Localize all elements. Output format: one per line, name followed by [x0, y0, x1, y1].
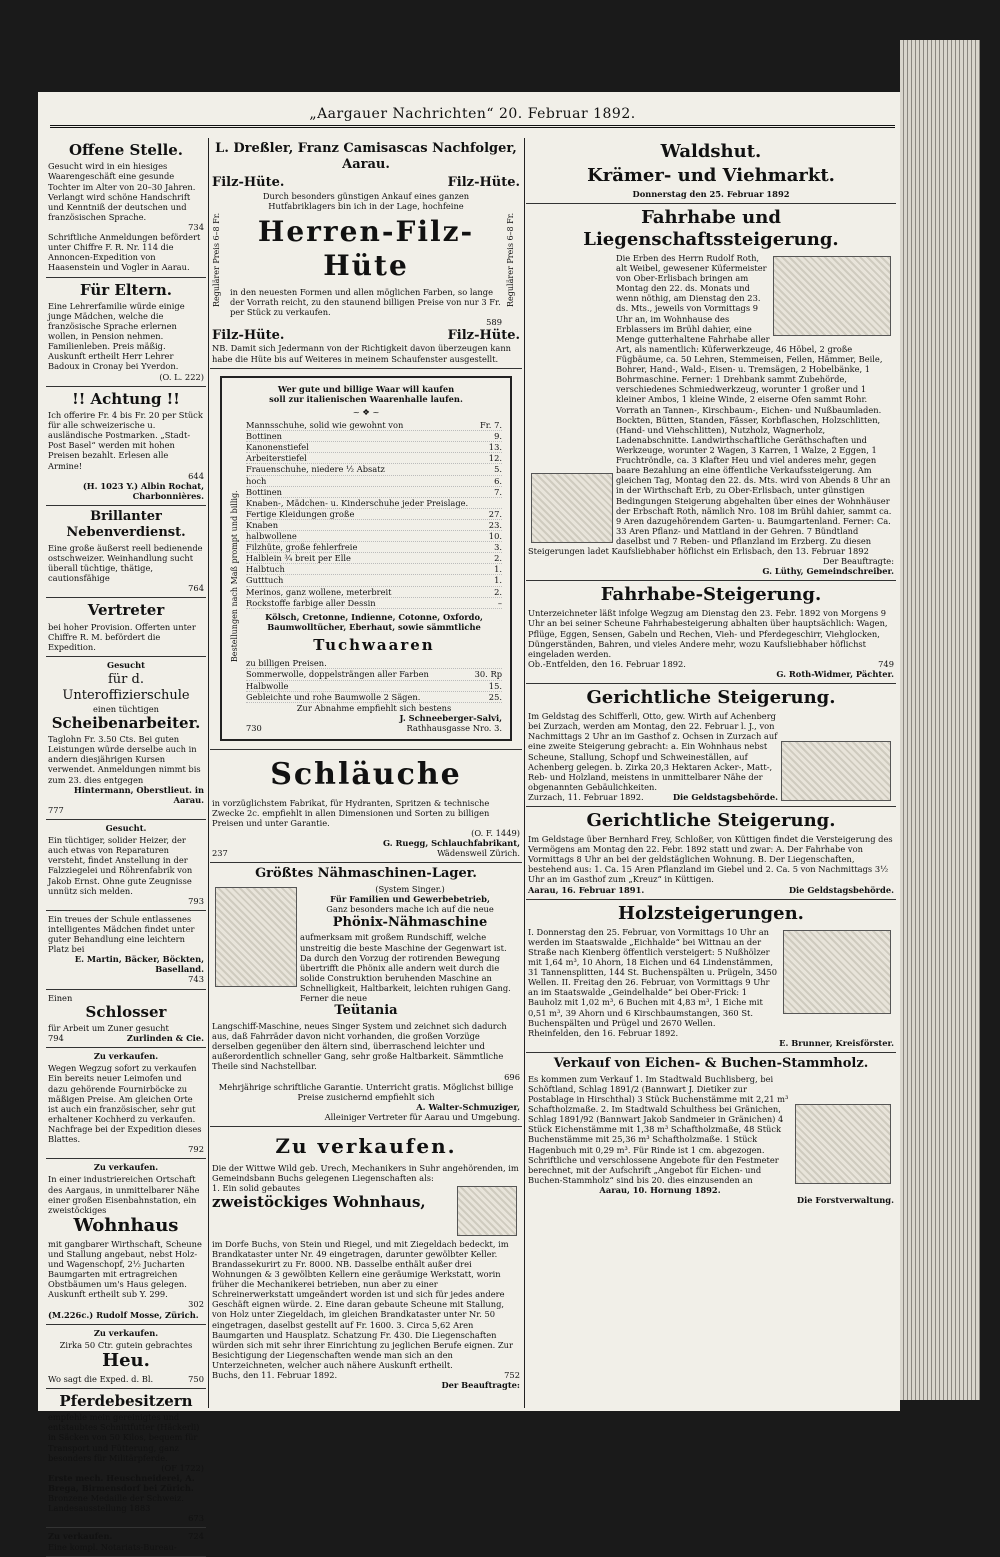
ad-title: Zu verkaufen.: [93, 1162, 159, 1173]
ad-gerichtliche-steigerung-1: [526, 684, 896, 807]
item-label: Bottinen: [246, 431, 283, 442]
ad-note: NB. Damit sich Jedermann von der Richtigkeit davon überzeugen kann habe die Hüte bis auf Weiteres in meinem Schaufenster ausgestellt.: [212, 343, 512, 364]
item-price: 5.: [494, 464, 502, 475]
ad-number: 730: [246, 722, 262, 733]
ad-guarantee: Mehrjährige schriftliche Garantie. Unterricht gratis. Möglichst billige Preise zusichernd empfiehlt sich: [218, 1081, 514, 1102]
ad-headline: Schläuche: [270, 757, 462, 793]
ad-number: 749: [878, 658, 894, 669]
ad-waarenhalle: [210, 369, 522, 750]
ad-nebenverdienst: [46, 506, 206, 598]
ad-extra: Wo sagt die Exped. d. Bl.: [48, 1373, 154, 1384]
item-label: hoch: [246, 475, 267, 486]
ad-body: Eine Lehrerfamilie würde einige junge Mädchen, welche die französische Sprache erlernen wollen, in Pension nehmen. Familienleben. Preis mäßig. Auskunft ertheilt Herr Lehrer Badoux in Cronay bei Yverdon.: [48, 300, 185, 372]
price-list: [246, 420, 502, 609]
item-price: 1.: [494, 564, 502, 575]
item-price: 2.: [494, 553, 502, 564]
price-row: [246, 531, 502, 542]
firm-name: Die Forstverwaltung.: [796, 1195, 894, 1206]
ad-body: Zirka 50 Ctr. gutein gebrachtes: [59, 1339, 193, 1350]
firm-name: J. Schneeberger-Salvi,: [399, 712, 502, 723]
ad-title: Zu verkaufen.: [93, 1327, 159, 1338]
price-row: [246, 553, 502, 564]
item-label: Frauenschuhe, niedere ½ Absatz: [246, 464, 385, 475]
item-label: Filzhüte, große fehlerfreie: [246, 542, 358, 553]
ad-fahrhabe-steigerung: [526, 581, 896, 684]
ad-notariat: [46, 1528, 206, 1556]
ad-extra: Hintermann, Oberstlieut. in Aarau.: [73, 784, 204, 805]
ad-body: Durch besonders günstigen Ankauf eines ganzen Hutfabriklagers bin ich in der Lage, hochfeine: [262, 190, 470, 211]
ad-filzhuete: [210, 138, 522, 369]
item-price: 3.: [494, 542, 502, 553]
ad-stammholz: [526, 1053, 896, 1209]
ad-maedchen: [46, 911, 206, 990]
ad-number: 724: [188, 1531, 204, 1542]
ad-title: !! Achtung !!: [72, 389, 180, 408]
ad-headline: Scheibenarbeiter.: [51, 713, 201, 732]
ad-body: Unterzeichneter läßt infolge Wegzug am Dienstag den 23. Febr. 1892 von Morgens 9 Uhr an bei seiner Scheune Fahrhabesteigerung abhalten über hauptsächlich: Wagen, Pflüge, Eggen, Sensen, Gabeln und Rechen, Vieh- und Pferdegeschirr, Viehglocken, Düngerständen, Bahren, und vieles Andere mehr, wozu Kaufsliebhaber höflichst eingeladen werden.: [528, 608, 888, 659]
ad-subtitle: für d. Unteroffizierschule: [62, 671, 190, 703]
ad-date: Donnerstag den 25. Februar 1892: [632, 188, 790, 199]
ad-number: 743: [188, 974, 204, 985]
price-row: [246, 681, 502, 692]
woodcutters-illustration: [783, 930, 891, 1014]
house-illustration: [457, 1186, 517, 1236]
ad-heizer: [46, 820, 206, 911]
item-price: Fr. 7.: [479, 419, 502, 430]
ad-extra: (H. 1023 Y.) Albin Rochat, Charbonnières.: [82, 480, 204, 501]
ad-extra: Bronzene Medaille der Schweiz. Landesausstellung 1883: [48, 1493, 184, 1514]
ad-markt: [526, 138, 896, 204]
item-label: Bottinen: [246, 486, 283, 497]
ad-number: 777: [48, 804, 64, 815]
ad-body: im Dorfe Buchs, von Stein und Riegel, und mit Ziegeldach bedeckt, im Brandkataster unter Nr. 49 eingetragen, darunter gewölbter Keller. Brandassekurirt zu Fr. 8000. NB. Dasselbe enthält außer drei Wohnungen & 3 gewölbten Kellern eine geräumige Werkstatt, worin früher die Mechanikerei betrieben, nun aber zu einer Schreinerwerkstatt umgeändert worden ist und sich für jedes andere Geschäft eignen würde. 2. Eine daran gebaute Scheune mit Stallung, von Holz unter Ziegeldach, im gleichen Brandkataster unter Nr. 50 eingetragen, daselbst gestellt auf Fr. 1600. 3. Circa 5,62 Aren Baumgarten und Hausplatz. Schatzung Fr. 430. Die Liegenschaften würden sich mit sehr ihrer Einrichtung zu jeglichen Berufe eignen. Zur Besichtigung der Liegenschaften wende man sich an den Unterzeichneten, welcher auch nähere Auskunft ertheilt.: [212, 1238, 513, 1371]
ad-scheibenarbeiter: [46, 657, 206, 820]
ad-line: 1. Ein solid gebautes: [212, 1182, 301, 1193]
ad-extra: E. Martin, Bäcker, Böckten, Baselland.: [74, 954, 204, 975]
ad-signature: Der Beauftragte:: [441, 1380, 520, 1391]
item-label: Gebleichte und rohe Baumwolle 2 Sägen.: [246, 691, 421, 702]
ad-body: in vorzüglichstem Fabrikat, für Hydranten, Spritzen & technische Zwecke 2c. empfiehlt in allen Dimensionen und Sorten zu billigen Preisen und unter Garantie.: [212, 797, 490, 828]
ad-line: Für Familien und Gewerbebetrieb,: [330, 894, 490, 905]
item-label: Sommerwolle, doppelsträngen aller Farben: [246, 669, 429, 680]
ad-body: empfehle mein gereinigtes und entstaubtes Schnittfutter (Häckerli) in Säcken von 50 Kilos, bequem für Transport und Fütterung, ganz besonders für Militärpferde.: [48, 1412, 200, 1463]
price-row: [246, 442, 502, 453]
ad-number: (OF 1722): [161, 1462, 204, 1473]
ad-line: Ganz besonders mache ich auf die neue: [326, 904, 494, 915]
item-price: 9.: [494, 431, 502, 442]
ad-number: 589: [486, 317, 502, 328]
ad-body: Im Geldstag des Schifferli, Otto, gew. Wirth auf Achenberg bei Zurzach, werden am Montag, den 22. Februar l. J., von Nachmittags 2 Uhr an im Gasthof z. Ochsen in Zurzach auf eine zweite Steigerung gebracht: a. Ein Wohnhaus nebst Scheune, Stallung, Schopf und Schweineställen, auf Achenberg gelegen. b. Zirka 20,3 Hektaren Acker-, Matt-, Reb- und Holzland, meistens in unmittelbarer Nähe der obgenannten Gebäulichkeiten.: [528, 711, 778, 792]
firm-name: Die Geldstagsbehörde.: [672, 791, 778, 802]
ad-headline: zweistöckiges Wohnhaus,: [212, 1192, 426, 1211]
ad-number: 734: [188, 221, 204, 232]
ad-body: bei hoher Provision. Offerten unter Chiffre R. M. befördert die Expedition.: [48, 621, 196, 652]
ad-title: L. Dreßler, Franz Camisascas Nachfolger, Aarau.: [215, 141, 517, 172]
header-rule: [50, 125, 895, 128]
side-label: Bestellungen nach Maß prompt und billig.: [230, 490, 239, 663]
item-price: 23.: [488, 519, 502, 530]
price-row: [246, 520, 502, 531]
item-price: 27.: [488, 508, 502, 519]
firm-address: Wädensweil Zürich.: [437, 848, 520, 859]
ad-headline: Fahrhabe-Steigerung.: [600, 584, 822, 606]
ad-number: 673: [188, 1513, 204, 1524]
ad-number: 237: [212, 848, 228, 859]
ad-number: 644: [188, 470, 204, 481]
side-price-label: Regulärer Preis 6–8 Fr.: [506, 211, 515, 307]
ad-signature: Der Beauftragte:: [822, 556, 894, 567]
ad-headline: Wohnhaus: [73, 1214, 179, 1236]
ad-pre: Einen: [48, 992, 73, 1003]
ad-title: Brillanter Nebenverdienst.: [66, 508, 186, 540]
ad-number: 752: [504, 1370, 520, 1381]
farmhouse-illustration: [781, 741, 891, 801]
ad-body: Langschiff-Maschine, neues Singer System und zeichnet sich dadurch aus, daß Fahrräder davon nicht vorhanden, die großen Vorzüge derselben gegenüber den ältern sind, überraschend leichter und außerordentlich schneller Gang, sehr große Haltbarkeit. Sämmtliche Theile sind Nachstellbar.: [212, 1021, 507, 1072]
price-row: [246, 509, 502, 520]
price-list: [246, 658, 502, 702]
ad-intro: soll zur italienischen Waarenhalle laufen.: [269, 393, 463, 404]
ad-number: 750: [188, 1373, 204, 1384]
item-price: 6.: [494, 475, 502, 486]
item-price: 7.: [494, 486, 502, 497]
ad-wohnhaus: [46, 1159, 206, 1324]
ad-extra: Erste mech. Heuschneiderei, A. Brega, Birmensdorf bei Zürich.: [48, 1472, 195, 1494]
ad-body: in den neuesten Formen und allen möglichen Farben, so lange der Vorrath reicht, zu den staunend billigen Preise von nur 3 Fr. per Stück zu verkaufen.: [230, 287, 501, 318]
ad-naehmaschinen: [210, 863, 522, 1127]
ad-schlosser: [46, 990, 206, 1049]
ad-title: Pferdebesitzern: [59, 1391, 193, 1410]
ad-title: Gesucht.: [105, 822, 147, 833]
ad-body: Ich offerire Fr. 4 bis Fr. 20 per Stück für alle schweizerische u. ausländische Postmarken. „Stadt-Post Basel“ werden mit hohen Preisen bezahlt. Erlesen alle Armine!: [48, 409, 203, 471]
ad-title: Zu verkaufen.: [93, 1051, 159, 1062]
ad-headline: Gerichtliche Steigerung.: [586, 687, 836, 709]
ad-subtitle: (System Singer.): [375, 884, 445, 895]
ad-wohnhaus-buchs: [210, 1127, 522, 1394]
item-price: 10.: [488, 531, 502, 542]
item-label: zu billigen Preisen.: [246, 658, 327, 669]
ad-body: I. Donnerstag den 25. Februar, von Vormittags 10 Uhr an werden im Staatswalde „Eichhalde“ bei Wittnau an der Straße nach Kienberg öffentlich versteigert: 5 Nußhölzer mit 1,64 m³, 10 Ahorn, 18 Eichen und 64 Lindenstämmen, 31 Tannensplitten, 144 St. Buchenspälten u. Prügeln, 3450 Wellen. II. Freitag den 26. Februar, von Vormittags 9 Uhr an im Staatswalde „Geindelhalde“ bei Ober-Frick: 1 Bauholz mit 1,02 m³, 6 Buchen mit 4,83 m³, 1 Eiche mit 0,51 m³, 39 Ahorn und 6 Kirschbaumstangen, 360 St. Buchenspälten und Prügel und 2670 Wellen.: [528, 926, 778, 1028]
fabric-list: Kölsch, Cretonne, Indienne, Cotonne, Oxfordo, Baumwolltücher, Eberhaut, sowie sämmtliche: [265, 611, 483, 632]
ad-title: Waldshut.: [660, 141, 762, 162]
price-row: [246, 487, 502, 498]
ad-gerichtliche-steigerung-2: [526, 807, 896, 900]
item-price: 30. Rp: [474, 669, 502, 680]
firm-name: A. Walter-Schmuziger,: [416, 1101, 520, 1112]
item-label: Merinos, ganz wollene, meterbreit: [246, 586, 392, 597]
ad-headline: Fahrhabe und Liegenschaftssteigerung.: [583, 207, 839, 250]
book-page-edges: [900, 40, 980, 1400]
ad-body: mit gangbarer Wirthschaft, Scheune und Stallung angebaut, nebst Holz- und Wagenschopf, 2½ Jucharten Baumgarten mit ertragreichen Obstbäumen um's Haus gelegen. Auskunft ertheilt sub Y. 299.: [48, 1238, 202, 1300]
ad-headline: Größtes Nähmaschinen-Lager.: [255, 866, 477, 882]
newspaper-page: [38, 92, 900, 1552]
item-label: Kanonenstiefel: [246, 442, 309, 453]
firm-name: E. Brunner, Kreisförster.: [779, 1037, 894, 1048]
item-label: Halblein ¾ breit per Elle: [246, 553, 351, 564]
ad-body: Eine große äußerst reell bedienende ostschweizer. Weinhandlung sucht überall tüchtige, thätige, cautionsfähige: [48, 542, 203, 583]
ad-subtitle: einen tüchtigen: [92, 703, 160, 714]
ad-title: Gesucht: [107, 659, 145, 670]
ad-date: Aarau, 10. Hornung 1892.: [599, 1185, 721, 1196]
ad-body: aufmerksam mit großem Rundschiff, welche unstreitig die beste Maschine der Gegenwart ist. Da durch den Vorzug der rotirenden Bewegung übertrifft die Phönix alle andern weit durch die solide Construktion beruhenden Maschine an Schnelligkeit, Haltbarkeit, leichten ruhigen Gang. Ferner die neue: [300, 932, 511, 1004]
price-row: [246, 587, 502, 598]
ad-number: (O. L. 222): [159, 371, 204, 382]
ad-leimofen: [46, 1048, 206, 1159]
ad-number: 302: [188, 1299, 204, 1310]
ad-offene-stelle: [46, 138, 206, 278]
firm-address: Alleiniger Vertreter für Aarau und Umgebung.: [324, 1112, 520, 1122]
item-label: Gutttuch: [246, 575, 284, 586]
ad-schlaeuche: [210, 750, 522, 863]
tools-illustration: [773, 256, 891, 336]
item-price: 12.: [488, 453, 502, 464]
item-price: 2.: [494, 586, 502, 597]
ad-date: Zurzach, 11. Februar 1892.: [528, 791, 644, 802]
price-row: [246, 564, 502, 575]
item-label: Knaben-, Mädchen- u. Kinderschuhe jeder Preislage.: [246, 497, 469, 508]
item-price: 15.: [488, 680, 502, 691]
column-divider: [208, 138, 209, 1408]
item-label: Rockstoffe farbige aller Dessin: [246, 597, 376, 608]
firm-name: G. Lüthy, Gemeindschreiber.: [762, 566, 894, 577]
item-price: 25.: [488, 691, 502, 702]
firm-name: G. Roth-Widmer, Pächter.: [776, 669, 894, 680]
ad-vertreter: [46, 598, 206, 657]
ad-fuer-eltern: [46, 278, 206, 387]
ad-title: Offene Stelle.: [68, 141, 184, 159]
price-row: [246, 498, 502, 509]
ad-body: für Arbeit um Zuner gesucht: [48, 1023, 169, 1033]
ad-headline: Herren-Filz-Hüte: [257, 214, 475, 282]
item-label: halbwollene: [246, 531, 297, 542]
house-illustration: [531, 473, 613, 543]
ad-date: Rheinfelden, den 16. Februar 1892.: [528, 1027, 679, 1038]
ad-number: 792: [188, 1144, 204, 1155]
ad-body: Gesucht wird in ein hiesiges Waarengeschäft eine gesunde Tochter im Alter von 20–30 Jahren. Verlangt wird schöne Handschrift und Kenntniß der deutschen und französischen Sprache.: [48, 161, 196, 222]
ad-title: Schlosser: [85, 1002, 167, 1021]
price-row: [246, 464, 502, 475]
ad-headline: Heu.: [102, 1349, 150, 1371]
ad-pferdebesitzern: [46, 1389, 206, 1529]
ad-date: Aarau, 16. Februar 1891.: [528, 884, 645, 895]
ad-body: Wegen Wegzug sofort zu verkaufen Ein bereits neuer Leimofen und dazu gehörende Fournirböcke zu mäßigen Preise. Am gleichen Orte ist auch ein französischer, sehr gut erhaltener Kochherd zu verkaufen. Nachfrage bei der Expedition dieses Blattes.: [48, 1063, 202, 1145]
item-label: Fertige Kleidungen große: [246, 508, 355, 519]
item-label: Knaben: [246, 519, 279, 530]
ad-headline: Tuchwaaren: [313, 636, 435, 655]
item-label: Mannsschuhe, solid wie gewohnt von: [246, 419, 404, 430]
price-row: [246, 575, 502, 586]
ad-ref: (O. F. 1449): [471, 828, 520, 839]
ad-extra: Schriftliche Anmeldungen befördert unter Chiffre F. R. Nr. 114 die Annoncen-Expedition von Haasenstein und Vogler in Aarau.: [48, 232, 201, 273]
ad-closing: Zur Abnahme empfiehlt sich bestens: [296, 702, 452, 713]
firm-name: G. Ruegg, Schlauchfabrikant,: [382, 838, 520, 849]
ad-number: 696: [504, 1071, 520, 1082]
ad-label: Filz-Hüte.: [212, 174, 285, 190]
ad-headline: Holzsteigerungen.: [618, 902, 804, 924]
ad-extra: (M.226c.) Rudolf Mosse, Zürich.: [48, 1309, 199, 1320]
ad-body: Im Geldstage über Bernhard Frey, Schloßer, von Küttigen findet die Versteigerung des Vermögens am Montag den 22. Febr. 1892 statt und zwar: A. Der Fahrhabe von Vormittags 8 Uhr an bei der geldstäglichen Wohnung. B. Der Liegenschaften, bestehend aus: 1. Ca. 15 Aren Pflanzland im Giebel und 2. Ca. 5 von Nachmittags 3½ Uhr an im Gasthof zum „Kreuz“ in Küttigen.: [528, 834, 893, 885]
price-row: [246, 669, 502, 680]
item-label: Halbtuch: [246, 564, 285, 575]
firm-name: Die Geldstagsbehörde.: [788, 884, 894, 895]
ad-headline: Gerichtliche Steigerung.: [586, 810, 836, 832]
ad-label: Filz-Hüte.: [447, 327, 520, 343]
ad-body: Ein tüchtiger, solider Heizer, der auch etwas von Reparaturen versteht, findet Anstellung in der Falzziegelei und Röhrenfabrik von Jakob Ernst. Ohne gute Zeugnisse unnütz sich melden.: [48, 835, 193, 896]
item-label: Halbwolle: [246, 680, 289, 691]
ad-label: Filz-Hüte.: [212, 327, 285, 343]
ad-title: Für Eltern.: [79, 280, 173, 299]
price-row: [246, 420, 502, 431]
ad-extra: Zurlinden & Cie.: [126, 1033, 204, 1044]
item-price: 1.: [494, 575, 502, 586]
price-row: [246, 453, 502, 464]
column-middle: [210, 138, 522, 1408]
item-price: –: [497, 597, 502, 608]
ad-body: Die der Wittwe Wild geb. Urech, Mechanikers in Suhr angehörenden, im Gemeindsbann Buchs gelegenen Liegenschaften als:: [212, 1162, 519, 1183]
ad-intro: Wer gute und billige Waar will kaufen: [277, 383, 455, 394]
column-divider: [524, 138, 525, 1408]
ad-body: Eine kompl. Notariats-Bureau-: [48, 1541, 177, 1552]
ad-number: 794: [48, 1033, 64, 1044]
firm-address: Rathhausgasse Nro. 3.: [406, 722, 502, 733]
ad-frame: [220, 376, 512, 741]
ornament: ~ ❖ ~: [352, 406, 380, 417]
ad-number: 793: [188, 895, 204, 906]
item-price: 13.: [488, 442, 502, 453]
ad-fahrhabe-liegenschaft: [526, 204, 896, 581]
side-price-label: Regulärer Preis 6–8 Fr.: [212, 211, 221, 307]
ad-number: 764: [188, 583, 204, 594]
price-row: [246, 431, 502, 442]
ad-label: Filz-Hüte.: [447, 174, 520, 190]
ad-body: In einer industriereichen Ortschaft des Aargaus, in unmittelbarer Nähe einer großen Eisenbahnstation, ein zweistöckiges: [48, 1174, 200, 1215]
ad-holzsteigerungen: [526, 900, 896, 1053]
page-header: „Aargauer Nachrichten“ 20. Februar 1892.: [309, 106, 636, 122]
sewing-machine-illustration: [215, 887, 297, 987]
price-row: [246, 598, 502, 609]
ad-title: Vertreter: [87, 601, 165, 620]
ad-date: Ob.-Entfelden, den 16. Februar 1892.: [528, 658, 686, 669]
ad-headline: Zu verkaufen.: [275, 1134, 457, 1159]
ad-body: Es kommen zum Verkauf 1. Im Stadtwald Buchlisberg, bei Schöftland, Schlag 1891/2 (Bannwart J. Dietiker zur Postablage in Hirschthal) 3 Stück Buchenstämme mit 2,21 m³ Schaftholzmaße. 2. Im Stadtwald Schulthess bei Gränichen, Schlag 1891/92 (Bannwart Jakob Sandmeier in Gränichen) 4 Stück Eichenstämme mit 1,38 m³ Schaftholzmaße, 48 Stück Buchenstämme mit 25,36 m³ Schaftholzmaße. 1 Stück Hagenbuch mit 0,29 m³. Für Rinde ist 1 cm. abgezogen. Schriftliche und verschlossene Angebote für den Festmeter berechnet, mit der Aufschrift „Angebot für Eichen- und Buchen-Stammholz“ sind bis 20. dies einzusenden an: [528, 1073, 789, 1185]
price-row: [246, 692, 502, 703]
ad-heu: [46, 1325, 206, 1389]
ad-achtung: [46, 387, 206, 506]
ad-body: Taglohn Fr. 3.50 Cts. Bei guten Leistungen würde derselbe auch in andern diesjährigen Kursen verwendet. Anmeldungen nimmt bis zum 23. dies entgegen: [48, 734, 201, 785]
price-row: [246, 658, 502, 669]
product-name: Phönix-Nähmaschine: [332, 914, 488, 930]
ad-body: Die Erben des Herrn Rudolf Roth, alt Weibel, gewesener Küfermeister von Ober-Erlisbach bringen am Montag den 22. ds. Monats und wenn nöthig, am Dienstag den 23. ds. Mts., jeweils von Vormittags 9 Uhr an, im Wohnhause des Erblassers im Brühl dahier, eine Menge gutterhaltene Fahrhabe aller Art, als namentlich: Küferwerkzeuge, 46 Höbel, 2 große Fügbäume, ca. 50 Lehren, Stemmeisen, Feilen, Hämmer, Beile, Bohrer, Hand-, Wald-, Eisen- u. Tremsägen, 2 Hobelbänke, 1 Bohrmaschine. Ferner: 1 Drehbank sammt Zubehörde, verschiedenes Schmiedwerkzeug, worunter 1 großer und 1 kleiner Ambos, 1 kleine Winde, 2 eiserne Ofen sammt Rohr. Vorrath an Tannen-, Kirschbaum-, Eichen- und Nußbaumladen. Bockten, Bütten, Standen, Fässer, Korbflaschen, Holzschlitten, (Hand- und Viehschlitten), Nutzholz, Wagnerholz, Ladenabschnitte. Landwirthschaftliche Geräthschaften und Werkzeuge, worunter 2 Wagen, 3 Karren, 1 Walze, 2 Eggen, 1 Fruchtröndle, ca. 3 Klafter Heu und viel anderes mehr, gegen baare Bezahlung an eine öffentliche Verkaufssteigerung. Am gleichen Tag, Montag den 22. ds. Mts. wird von Abends 8 Uhr an in der Wirthschaft Erb, zu Ober-Erlisbach, unter günstigen Bedingungen Steigerung abgehalten über eines der Wohnhäuser der Erbschaft Roth, nämlich Nro. 108 im Brühl dahier, sammt ca. 9 Aren dazugehörendem Garten- u. Baumgartenland. Ferner: Ca. 33 Aren Pflanz- und Mattland in der Gehren. 7 Bündtland daselbst und 7 Reben- und Pflanzland im Erzberg. Zu diesen Steigerungen ladet Kaufsliebhaber höflichst ein Erlisbach, den 13. Februar 1892: [528, 252, 892, 557]
ad-date: Buchs, den 11. Februar 1892.: [212, 1370, 338, 1381]
ad-title: Zu verkaufen.: [48, 1531, 113, 1542]
timber-illustration: [795, 1104, 891, 1184]
price-row: [246, 542, 502, 553]
ad-body: Ein treues der Schule entlassenes intelligentes Mädchen findet unter guter Behandlung eine leichtern Platz bei: [48, 913, 195, 955]
price-row: [246, 476, 502, 487]
item-label: Arbeiterstiefel: [246, 453, 307, 464]
product-name: Teütania: [334, 1003, 398, 1019]
column-right: [526, 138, 896, 1408]
column-left: [46, 138, 206, 1552]
ad-headline: Krämer- und Viehmarkt.: [587, 164, 835, 186]
ad-headline: Verkauf von Eichen- & Buchen-Stammholz.: [553, 1055, 869, 1071]
